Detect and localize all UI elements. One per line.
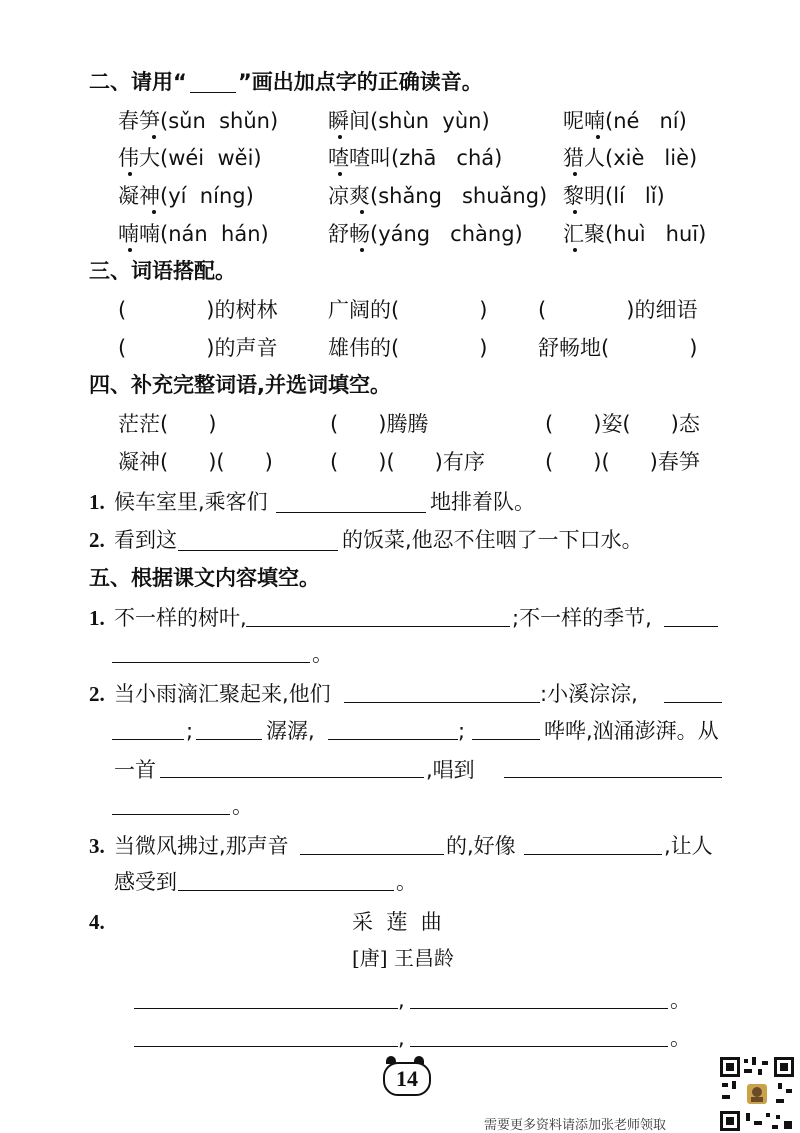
emphasis-dot	[573, 210, 577, 214]
question-text: 地排着队。	[430, 490, 535, 514]
match-item: ( )的细语	[538, 298, 698, 322]
poem-author: [唐] 王昌龄	[352, 946, 454, 970]
answer-blank[interactable]	[196, 739, 262, 740]
question-text: 一首	[114, 758, 156, 782]
punctuation: 。	[312, 642, 333, 666]
punctuation: 。	[670, 988, 691, 1012]
punctuation: 。	[670, 1026, 691, 1050]
pinyin-item: 凉爽(shǎng shuǎng)	[328, 184, 548, 208]
answer-blank[interactable]	[178, 890, 394, 891]
punctuation: 。	[232, 794, 253, 818]
answer-blank[interactable]	[328, 739, 458, 740]
word-item: ( )( )有序	[330, 450, 485, 474]
question-number: 3.	[89, 834, 105, 858]
match-item: 雄伟的( )	[328, 336, 488, 360]
emphasis-dot	[128, 172, 132, 176]
pinyin-item: 猎人(xiè liè)	[563, 146, 698, 170]
emphasis-dot	[128, 248, 132, 252]
question-text: ;不一样的季节,	[512, 606, 652, 630]
section5-heading: 五、根据课文内容填空。	[89, 566, 320, 590]
emphasis-dot	[338, 135, 342, 139]
question-text: 的饭菜,他忍不住咽了一下口水。	[342, 528, 643, 552]
emphasis-dot	[573, 172, 577, 176]
emphasis-dot	[573, 248, 577, 252]
answer-blank[interactable]	[344, 702, 540, 703]
question-text: :小溪淙淙,	[540, 682, 638, 706]
question-number: 4.	[89, 910, 105, 934]
pinyin-item: 汇聚(huì huī)	[563, 222, 707, 246]
answer-blank[interactable]	[524, 854, 662, 855]
footer-text: 需要更多资料请添加张老师领取	[484, 1118, 667, 1133]
question-text: 当微风拂过,那声音	[114, 834, 289, 858]
punctuation: ,	[398, 1026, 405, 1050]
match-item: ( )的声音	[118, 336, 278, 360]
pinyin-item: 舒畅(yáng chàng)	[328, 222, 523, 246]
poem-line-blank[interactable]	[134, 1046, 398, 1047]
page-number: 14	[383, 1062, 431, 1096]
section4-heading: 四、补充完整词语,并选词填空。	[89, 373, 391, 397]
punctuation: ;	[458, 719, 466, 743]
pinyin-item: 喃喃(nán hán)	[118, 222, 269, 246]
pinyin-item: 呢喃(né ní)	[563, 109, 687, 133]
answer-blank[interactable]	[664, 702, 722, 703]
answer-blank[interactable]	[178, 550, 338, 551]
answer-blank[interactable]	[300, 854, 444, 855]
pinyin-item: 伟大(wéi wěi)	[118, 146, 262, 170]
punctuation: ,	[398, 988, 405, 1012]
question-number: 2.	[89, 528, 105, 552]
question-text: 当小雨滴汇聚起来,他们	[114, 682, 331, 706]
emphasis-dot	[596, 135, 600, 139]
qr-code-icon	[718, 1055, 796, 1133]
poem-title: 采 莲 曲	[352, 910, 442, 934]
section2-heading-a: 二、请用“	[89, 70, 187, 94]
word-item: 茫茫( )	[118, 412, 217, 436]
heading-blank	[190, 92, 236, 93]
pinyin-item: 春笋(sǔn shǔn)	[118, 109, 279, 133]
emphasis-dot	[360, 210, 364, 214]
question-number: 1.	[89, 606, 105, 630]
poem-line-blank[interactable]	[410, 1008, 668, 1009]
section3-heading: 三、词语搭配。	[89, 259, 236, 283]
answer-blank[interactable]	[664, 626, 718, 627]
answer-blank[interactable]	[160, 777, 424, 778]
match-item: 广阔的( )	[328, 298, 488, 322]
question-text: 的,好像	[446, 834, 516, 858]
emphasis-dot	[152, 210, 156, 214]
poem-line-blank[interactable]	[410, 1046, 668, 1047]
question-number: 1.	[89, 490, 105, 514]
punctuation: 。	[396, 870, 417, 894]
emphasis-dot	[338, 172, 342, 176]
question-text: 哗哗,汹涌澎湃。从	[544, 719, 719, 743]
question-text: 不一样的树叶,	[114, 606, 247, 630]
punctuation: ;	[186, 719, 194, 743]
section2-heading-b: ”画出加点字的正确读音。	[238, 70, 483, 94]
pinyin-item: 喳喳叫(zhā chá)	[328, 146, 503, 170]
question-text: 感受到	[114, 870, 177, 894]
pinyin-item: 凝神(yí níng)	[118, 184, 254, 208]
question-text: ,唱到	[426, 758, 475, 782]
emphasis-dot	[360, 248, 364, 252]
word-item: 凝神( )( )	[118, 450, 273, 474]
question-number: 2.	[89, 682, 105, 706]
answer-blank[interactable]	[112, 662, 310, 663]
match-item: 舒畅地( )	[538, 336, 698, 360]
question-text: 候车室里,乘客们	[114, 490, 268, 514]
question-text: ,让人	[664, 834, 713, 858]
answer-blank[interactable]	[504, 777, 722, 778]
word-item: ( )腾腾	[330, 412, 429, 436]
answer-blank[interactable]	[276, 512, 426, 513]
question-text: 潺潺,	[266, 719, 315, 743]
poem-line-blank[interactable]	[134, 1008, 398, 1009]
answer-blank[interactable]	[246, 626, 510, 627]
answer-blank[interactable]	[112, 814, 230, 815]
word-item: ( )姿( )态	[545, 412, 700, 436]
pinyin-item: 瞬间(shùn yùn)	[328, 109, 490, 133]
answer-blank[interactable]	[112, 739, 184, 740]
emphasis-dot	[152, 135, 156, 139]
answer-blank[interactable]	[472, 739, 540, 740]
question-text: 看到这	[114, 528, 177, 552]
match-item: ( )的树林	[118, 298, 278, 322]
pinyin-item: 黎明(lí lǐ)	[563, 184, 665, 208]
word-item: ( )( )春笋	[545, 450, 700, 474]
